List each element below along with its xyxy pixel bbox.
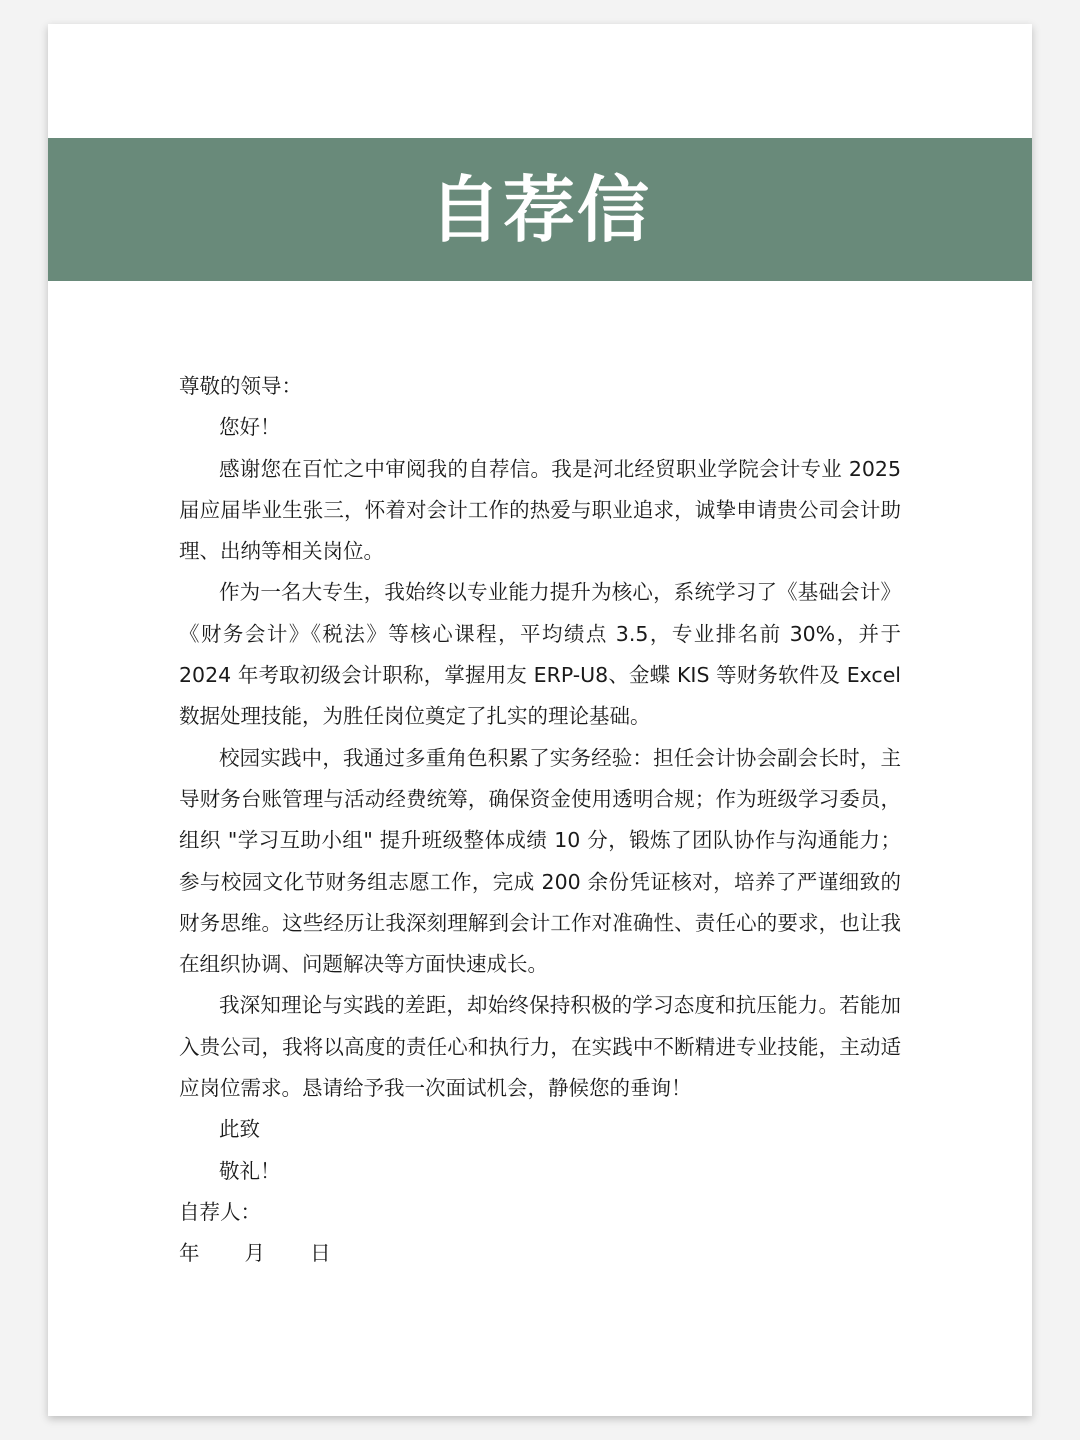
letter-page [48, 24, 1032, 1416]
signature-label: 自荐人： [179, 1199, 261, 1224]
salutation: 尊敬的领导： [179, 374, 302, 398]
title-band [48, 138, 1032, 281]
letter-title: 自荐信 [428, 167, 651, 252]
paragraph-conclusion: 我深知理论与实践的差距，却始终保持积极的学习态度和抗压能力。若能加入贵公司，我将以高度的责任心和执行力，在实践中不断精进专业技能，主动适应岗位需求。恳请给予我一次面试机会，静候您的垂询！ [179, 993, 901, 1101]
closing-respectfully: 此致 [219, 1117, 260, 1142]
paragraph-education: 作为一名大专生，我始终以专业能力提升为核心，系统学习了《基础会计》《财务会计》《税法》等核心课程，平均绩点 3.5，专业排名前 30%，并于 2024 年考取初级会计职称，掌握用友 ERP-U8、金蝶 KIS 等财务软件及 Excel 数据处理技能，为胜任岗位奠定了扎实的理论基础。 [179, 580, 901, 729]
closing-salute: 敬礼！ [219, 1158, 281, 1183]
greeting: 您好！ [219, 415, 281, 440]
letter-body [179, 366, 901, 1275]
paragraph-intro: 感谢您在百忙之中审阅我的自荐信。我是河北经贸职业学院会计专业 2025 届应届毕业生张三，怀着对会计工作的热爱与职业追求，诚挚申请贵公司会计助理、出纳等相关岗位。 [179, 456, 901, 564]
date-line: 年 月 日 [179, 1241, 331, 1266]
paragraph-practice: 校园实践中，我通过多重角色积累了实务经验：担任会计协会副会长时，主导财务台账管理与活动经费统筹，确保资金使用透明合规；作为班级学习委员，组织 "学习互助小组" 提升班级整体成绩 10 分，锻炼了团队协作与沟通能力；参与校园文化节财务组志愿工作，完成 200 余份凭证核对，培养了严谨细致的财务思维。这些经历让我深刻理解到会计工作对准确性、责任心的要求，也让我在组织协调、问题解决等方面快速成长。 [179, 745, 901, 977]
